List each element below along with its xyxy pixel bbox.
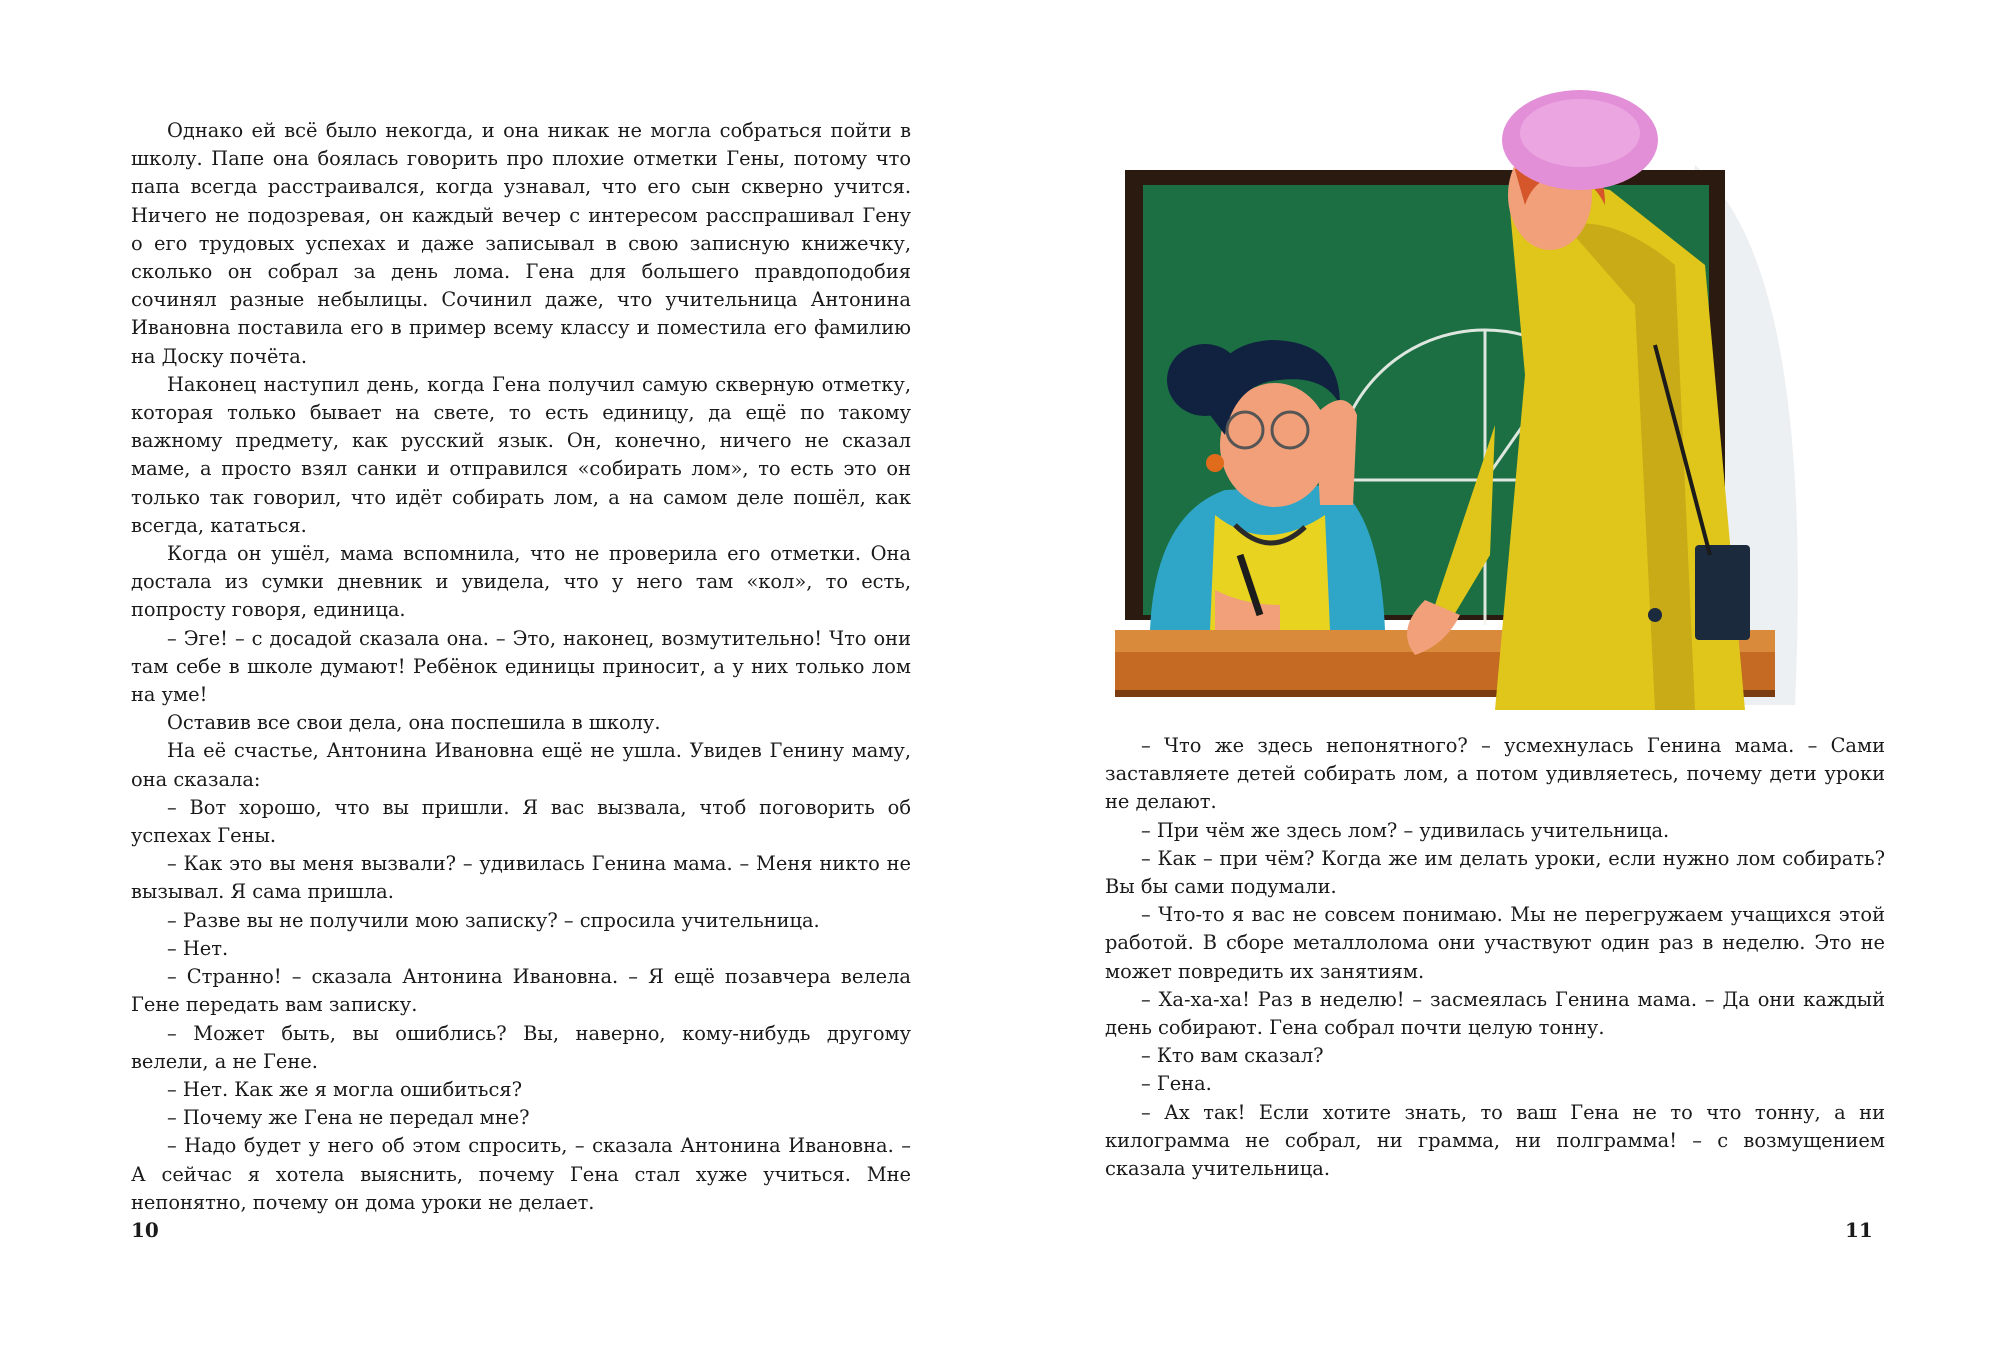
paragraph: – Кто вам сказал? (1141, 1044, 1324, 1068)
paragraph: – Гена. (1141, 1072, 1212, 1096)
paragraph: – Ха-ха-ха! Раз в неделю! – засмеялась Генина мама. – Да они каждый день собирают. Гена собрал почти целую тонну. (1105, 987, 1885, 1040)
paragraph: На её счастье, Антонина Ивановна ещё не ушла. Увидев Генину маму, она сказала: (131, 739, 911, 791)
right-page (1000, 0, 2000, 1357)
page-number-right: 11 (1845, 1218, 1873, 1242)
paragraph: Наконец наступил день, когда Гена получил самую скверную отметку, которая только бывает на свете, то есть единицу, да ещё по такому важному предмету, как русский язык. Он, конечно, ничего не сказал маме, а просто взял санки и отправился «собирать лом», то есть это он только так говорил, что идёт собирать лом, а на самом деле пошёл, как всегда, кататься. (131, 372, 911, 537)
right-page-text (1105, 732, 1885, 1183)
paragraph: Когда он ушёл, мама вспомнила, что не проверила его отметки. Она достала из сумки дневник и увидела, что у него там «кол», то есть, попросту говоря, единица. (131, 542, 911, 622)
paragraph: – Нет. Как же я могла ошибиться? (167, 1077, 522, 1101)
paragraph: – Разве вы не получили мою записку? – спросила учительница. (167, 908, 820, 932)
paragraph: – Нет. (167, 936, 229, 960)
paragraph: – Как – при чём? Когда же им делать уроки, если нужно лом собирать? Вы бы сами подумали. (1105, 846, 1885, 899)
paragraph: – Что-то я вас не совсем понимаю. Мы не перегружаем учащихся этой работой. В сборе металлолома они участвуют один раз в неделю. Это не может повредить их занятиям. (1105, 903, 1885, 983)
paragraph: – При чём же здесь лом? – удивилась учительница. (1141, 818, 1670, 842)
paragraph: – Вот хорошо, что вы пришли. Я вас вызвала, чтоб поговорить об успехах Гены. (131, 795, 911, 848)
paragraph: – Ах так! Если хотите знать, то ваш Гена не то что тонну, а ни килограмма не собрал, ни грамма, ни полграмма! – с возмущением сказала учительница. (1105, 1100, 1885, 1181)
handbag (1695, 545, 1750, 640)
paragraph: Оставив все свои дела, она поспешила в школу. (167, 711, 661, 735)
left-page-text (131, 117, 911, 1217)
paragraph: – Как это вы меня вызвали? – удивилась Генина мама. – Меня никто не вызывал. Я сама пришла. (131, 852, 911, 904)
paragraph: Однако ей всё было некогда, и она никак не могла собраться пойти в школу. Папе она боялась говорить про плохие отметки Гены, потому что папа всегда расстраивался, когда узнавал, что его сын скверно учится. Ничего не подозревая, он каждый вечер с интересом расспрашивал Гену о его трудовых успехах и даже записывал в свою записную книжечку, сколько он собрал за день лома. Гена для большего правдоподобия сочинял разные небылицы. Сочинил даже, что учительница Антонина Ивановна поставила его в пример всему классу и поместила его фамилию на Доску почёта. (131, 119, 911, 368)
paragraph: – Эге! – с досадой сказала она. – Это, наконец, возмутительно! Что они там себе в школе думают! Ребёнок единицы приносит, а у них только лом на уме! (131, 626, 911, 707)
classroom-illustration (1095, 85, 1865, 710)
paragraph: – Надо будет у него об этом спросить, – сказала Антонина Ивановна. – А сейчас я хотела выяснить, почему Гена стал хуже учиться. Мне непонятно, почему он дома уроки не делает. (131, 1134, 911, 1214)
illustration-art (1095, 85, 1865, 710)
paragraph: – Странно! – сказала Антонина Ивановна. – Я ещё позавчера велела Гене передать вам записку. (131, 965, 911, 1017)
paragraph: – Может быть, вы ошиблись? Вы, наверно, кому-нибудь другому велели, а не Гене. (131, 1021, 911, 1073)
page-number-left: 10 (131, 1218, 159, 1242)
paragraph: – Почему же Гена не передал мне? (167, 1106, 530, 1130)
paragraph: – Что же здесь непонятного? – усмехнулась Генина мама. – Сами заставляете детей собирать лом, а потом удивляетесь, почему дети уроки не делают. (1105, 734, 1885, 814)
